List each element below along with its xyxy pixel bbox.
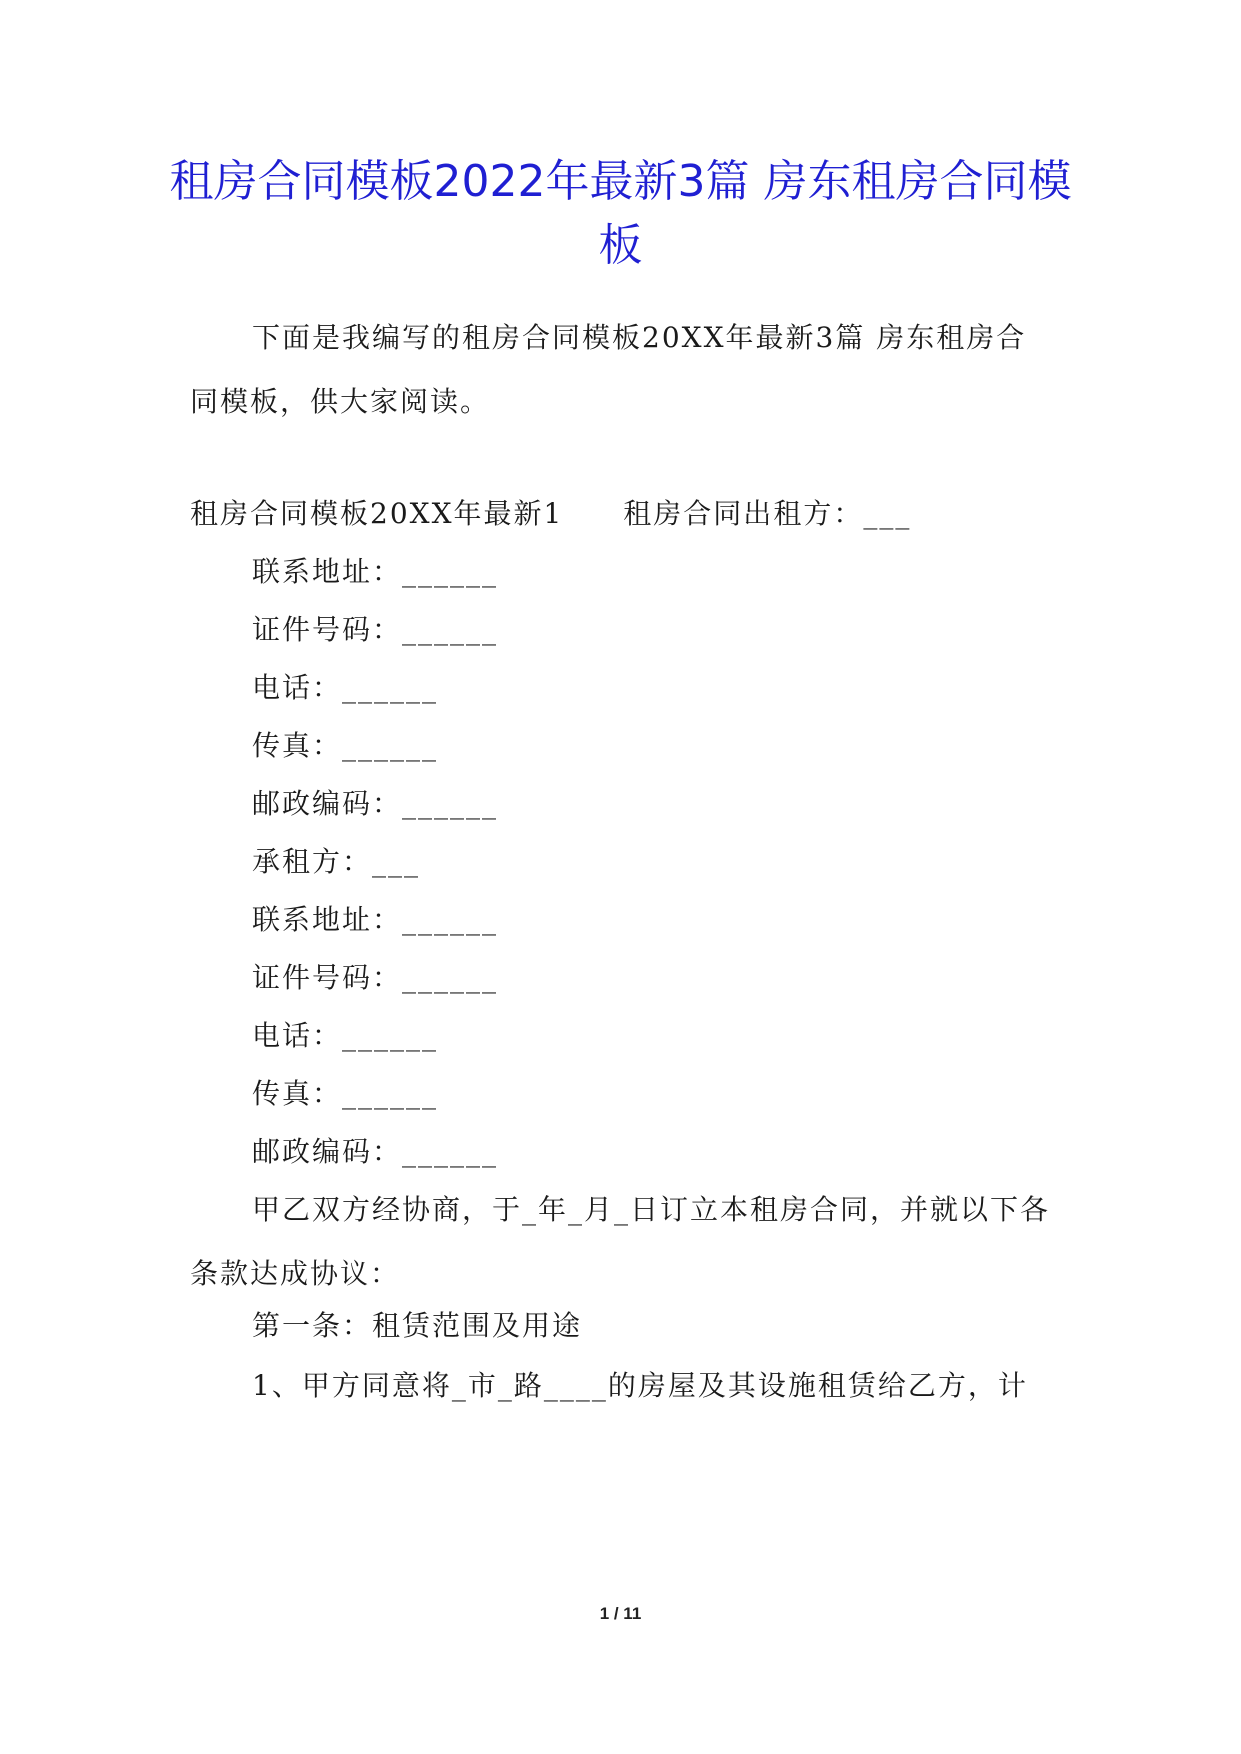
lessor-fax: 传真：______ xyxy=(252,729,439,762)
lessee-label: 承租方：___ xyxy=(252,845,421,878)
lessor-postal-code: 邮政编码：______ xyxy=(252,787,499,820)
lessor-phone: 电话：______ xyxy=(252,671,439,704)
agreement-paragraph: 甲乙双方经协商，于_年_月_日订立本租房合同，并就以下各条款达成协议： xyxy=(190,1193,1051,1290)
lessor-address: 联系地址：______ xyxy=(252,555,499,588)
lessee-id-number: 证件号码：______ xyxy=(252,961,499,994)
page-number: 1 / 11 xyxy=(599,1604,642,1623)
section-heading: 租房合同模板20XX年最新1 租房合同出租方：___ xyxy=(190,497,912,530)
document-title: 租房合同模板2022年最新3篇 房东租房合同模板 xyxy=(169,156,1072,271)
lessor-id-number: 证件号码：______ xyxy=(252,613,499,646)
article-title: 第一条：租赁范围及用途 xyxy=(252,1309,583,1342)
lessee-address: 联系地址：______ xyxy=(252,903,499,936)
lessee-phone: 电话：______ xyxy=(252,1019,439,1052)
lessee-fax: 传真：______ xyxy=(252,1077,439,1110)
article-item: 1、甲方同意将_市_路____的房屋及其设施租赁给乙方，计 xyxy=(252,1369,1028,1402)
intro-paragraph: 下面是我编写的租房合同模板20XX年最新3篇 房东租房合同模板，供大家阅读。 xyxy=(190,321,1027,418)
lessee-postal-code: 邮政编码：______ xyxy=(252,1135,499,1168)
